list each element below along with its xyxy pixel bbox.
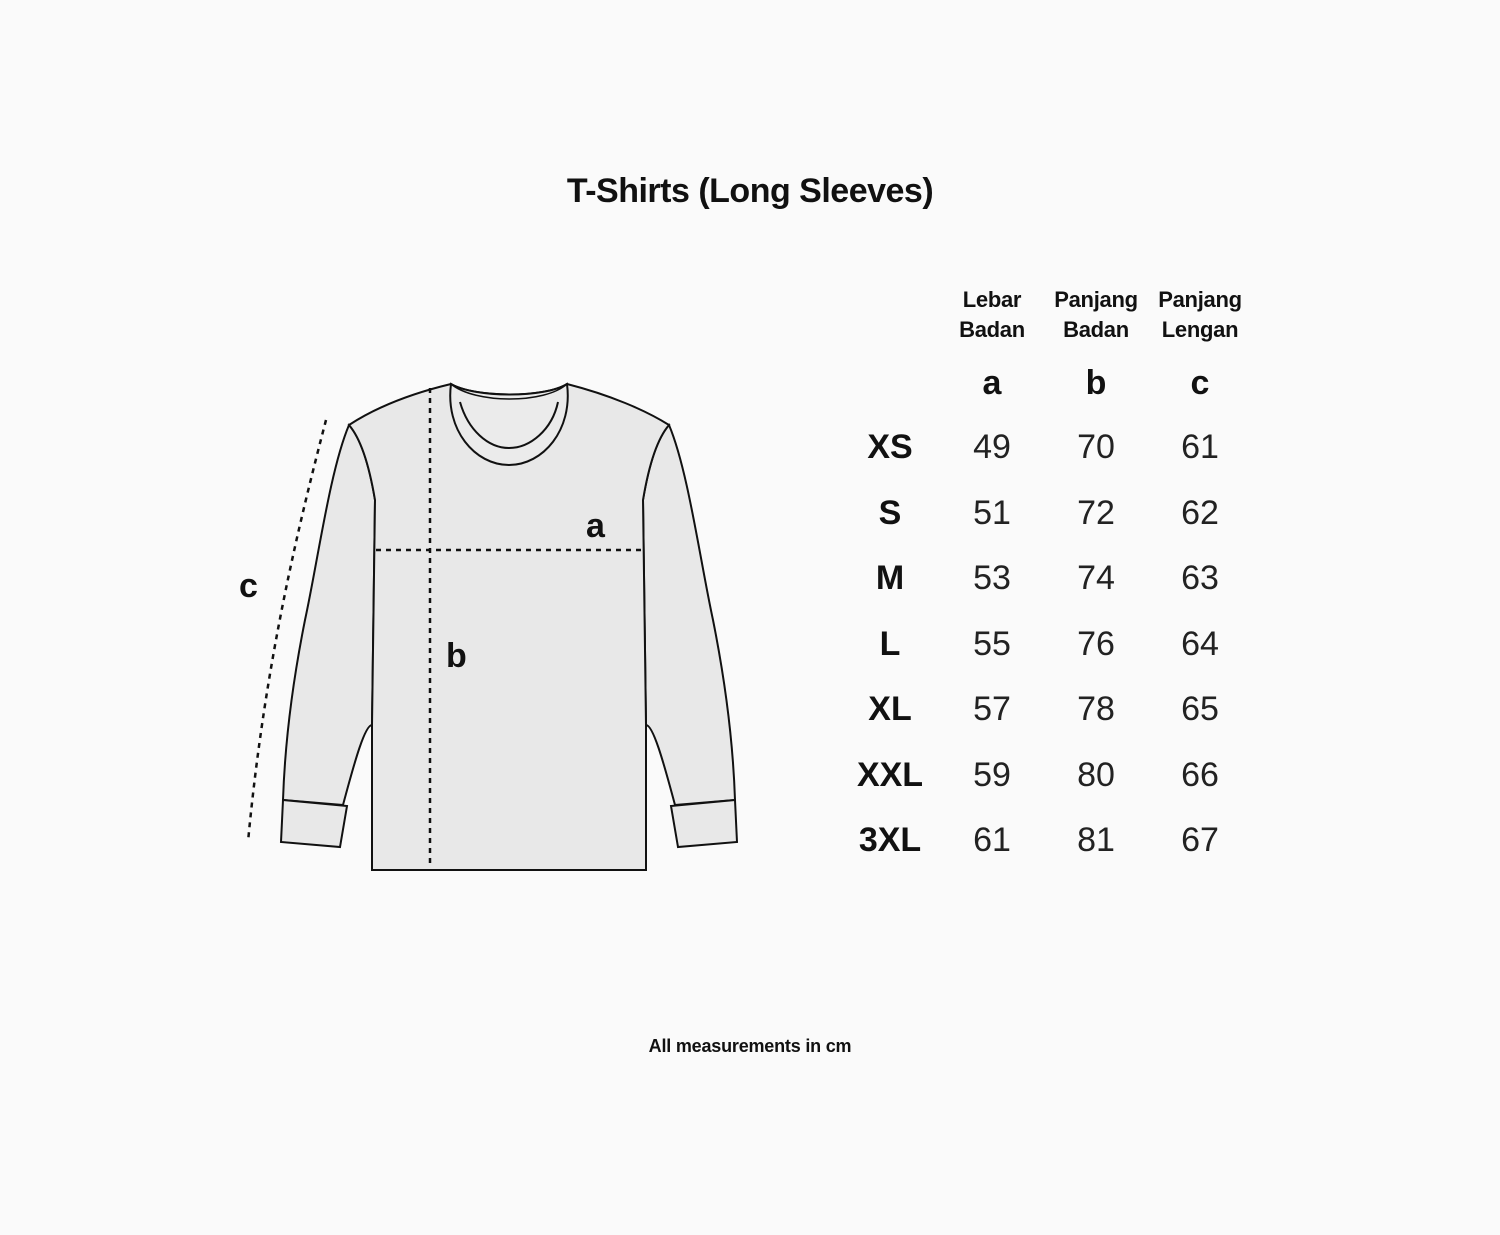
value-cell: 62 (1181, 493, 1219, 532)
column-key-row (840, 345, 1252, 415)
size-table (840, 285, 1252, 874)
table-row (840, 612, 1252, 678)
column-key-a: a (982, 363, 1002, 402)
value-cell: 78 (1077, 690, 1115, 729)
value-cell: 51 (973, 493, 1011, 532)
table-row (840, 743, 1252, 809)
value-cell: 66 (1181, 755, 1219, 794)
value-cell: 59 (973, 755, 1011, 794)
column-key-b: b (1085, 363, 1107, 402)
column-key-c: c (1190, 363, 1210, 402)
value-cell: 55 (973, 624, 1011, 663)
value-cell: 64 (1181, 624, 1219, 663)
right-cuff (671, 800, 737, 847)
value-cell: 63 (1181, 559, 1219, 598)
table-row (840, 808, 1252, 874)
column-name-line: Badan (959, 317, 1025, 342)
column-name-line: Lebar (962, 287, 1022, 312)
table-row (840, 677, 1252, 743)
table-row (840, 481, 1252, 547)
column-name-line: Panjang (1158, 287, 1242, 312)
value-cell: 74 (1077, 559, 1115, 598)
value-cell: 61 (973, 821, 1011, 860)
value-cell: 65 (1181, 690, 1219, 729)
value-cell: 67 (1181, 821, 1219, 860)
value-cell: 57 (973, 690, 1011, 729)
label-c: c (239, 567, 258, 605)
size-label: S (878, 493, 902, 532)
size-label: XS (867, 428, 913, 467)
label-a: a (586, 507, 605, 545)
value-cell: 53 (973, 559, 1011, 598)
left-sleeve (283, 425, 375, 805)
column-header-lebar-badan (940, 285, 1044, 345)
size-label: L (879, 624, 901, 663)
size-label: XXL (856, 755, 924, 794)
value-cell: 76 (1077, 624, 1115, 663)
value-cell: 70 (1077, 428, 1115, 467)
column-name-line: Panjang (1054, 287, 1138, 312)
size-label: XL (868, 690, 912, 729)
column-header-panjang-lengan (1148, 285, 1252, 345)
page-title: T-Shirts (Long Sleeves) (566, 172, 934, 210)
long-sleeve-shirt-illustration (230, 370, 750, 890)
column-name-line: Badan (1063, 317, 1129, 342)
table-row (840, 415, 1252, 481)
size-header-cell (840, 285, 940, 345)
column-name-line: Lengan (1161, 317, 1239, 342)
column-name-row (840, 285, 1252, 345)
size-label: M (875, 559, 905, 598)
left-cuff (281, 800, 347, 847)
value-cell: 72 (1077, 493, 1115, 532)
size-key-cell (840, 345, 940, 415)
value-cell: 61 (1181, 428, 1219, 467)
value-cell: 49 (973, 428, 1011, 467)
value-cell: 80 (1077, 755, 1115, 794)
value-cell: 81 (1077, 821, 1115, 860)
measurement-footnote: All measurements in cm (648, 1036, 852, 1056)
right-sleeve (643, 425, 735, 805)
column-header-panjang-badan (1044, 285, 1148, 345)
label-b: b (446, 637, 467, 675)
shirt-diagram (230, 370, 750, 890)
table-row (840, 546, 1252, 612)
size-label: 3XL (858, 821, 922, 860)
